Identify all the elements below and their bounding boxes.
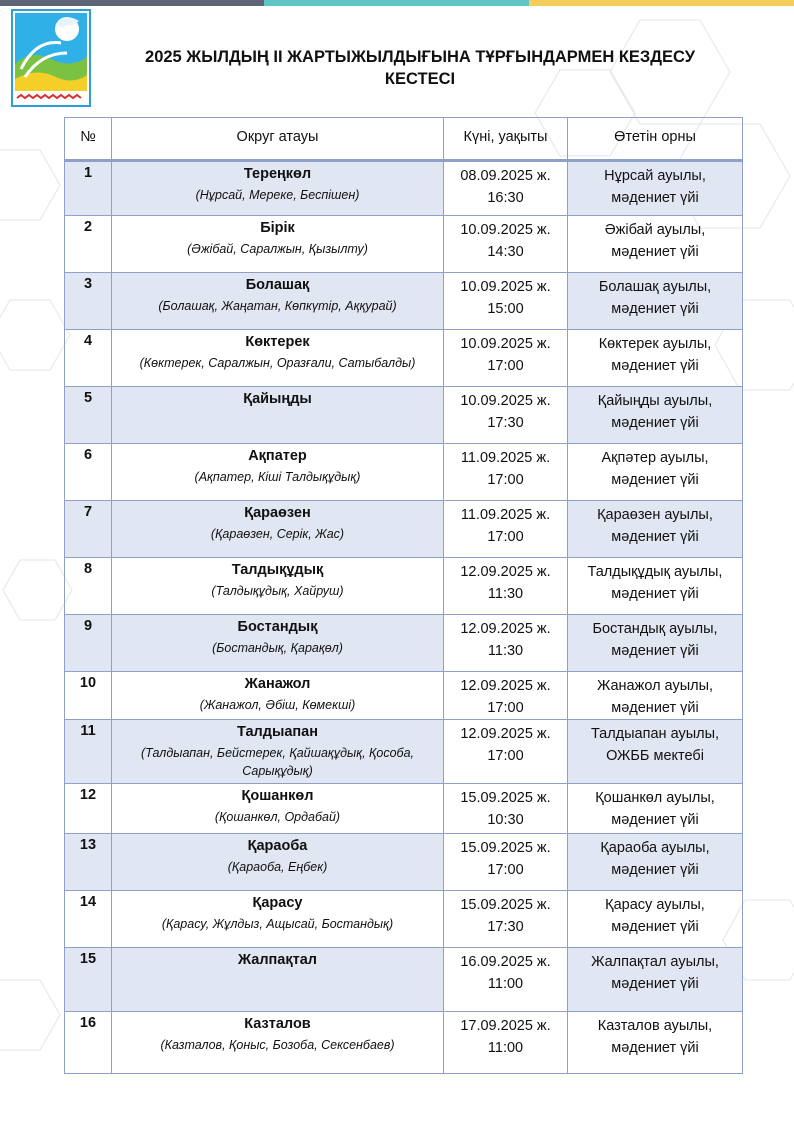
row-number: 2 xyxy=(65,216,112,273)
district-cell xyxy=(112,834,444,891)
venue-cell: Қараөзен ауылы, мәдениет үйі xyxy=(568,501,743,558)
header-district-name: Округ атауы xyxy=(112,118,444,161)
district-villages: (Қошанкөл, Ордабай) xyxy=(214,810,341,824)
meeting-date: 11.09.2025 ж. xyxy=(460,450,551,466)
date-time-cell xyxy=(444,1012,568,1074)
meeting-date: 12.09.2025 ж. xyxy=(460,564,551,580)
table-row xyxy=(65,273,743,330)
venue-cell: Қараоба ауылы, мәдениет үйі xyxy=(568,834,743,891)
district-name: Бірік xyxy=(260,220,295,236)
table-row xyxy=(65,834,743,891)
district-cell xyxy=(112,387,444,444)
date-time-cell xyxy=(444,444,568,501)
date-time-cell xyxy=(444,615,568,672)
row-number: 15 xyxy=(65,948,112,1012)
meeting-time: 17:00 xyxy=(487,472,524,488)
district-name: Болашақ xyxy=(245,277,310,293)
table-row xyxy=(65,720,743,784)
header-number: № xyxy=(65,118,112,161)
district-cell xyxy=(112,161,444,216)
meeting-date: 12.09.2025 ж. xyxy=(460,726,551,742)
row-number: 8 xyxy=(65,558,112,615)
table-row xyxy=(65,161,743,216)
district-name: Жалпақтал xyxy=(237,952,317,968)
table-row xyxy=(65,891,743,948)
district-villages: (Қараоба, Еңбек) xyxy=(227,860,328,874)
district-villages: (Казталов, Қоныс, Бозоба, Сексенбаев) xyxy=(160,1038,395,1052)
row-number: 3 xyxy=(65,273,112,330)
district-name: Талдыапан xyxy=(236,724,318,740)
date-time-cell xyxy=(444,501,568,558)
district-villages: (Ақпатер, Кіші Талдықұдық) xyxy=(194,470,361,484)
meeting-time: 11:00 xyxy=(487,976,524,992)
venue-cell: Жалпақтал ауылы, мәдениет үйі xyxy=(568,948,743,1012)
table-row xyxy=(65,784,743,834)
table-row xyxy=(65,501,743,558)
venue-cell: Жанажол ауылы, мәдениет үйі xyxy=(568,672,743,720)
date-time-cell xyxy=(444,558,568,615)
venue-cell: Көктерек ауылы, мәдениет үйі xyxy=(568,330,743,387)
meeting-date: 10.09.2025 ж. xyxy=(460,279,551,295)
district-name: Жанажол xyxy=(244,676,311,692)
row-number: 16 xyxy=(65,1012,112,1074)
district-name: Қошанкөл xyxy=(241,788,314,804)
district-cell xyxy=(112,891,444,948)
meeting-date: 16.09.2025 ж. xyxy=(460,954,551,970)
district-cell xyxy=(112,672,444,720)
district-name: Ақпатер xyxy=(248,448,307,464)
district-villages: (Нұрсай, Мереке, Беспішен) xyxy=(195,188,360,202)
table-row xyxy=(65,672,743,720)
district-villages: (Қараөзен, Серік, Жас) xyxy=(210,527,345,541)
meeting-date: 10.09.2025 ж. xyxy=(460,336,551,352)
district-name: Қараөзен xyxy=(244,505,311,521)
date-time-cell xyxy=(444,216,568,273)
venue-cell: Нұрсай ауылы, мәдениет үйі xyxy=(568,161,743,216)
venue-cell: Талдықұдық ауылы, мәдениет үйі xyxy=(568,558,743,615)
table-row xyxy=(65,444,743,501)
district-name: Тереңкөл xyxy=(243,166,312,182)
venue-cell: Қайыңды ауылы, мәдениет үйі xyxy=(568,387,743,444)
row-number: 13 xyxy=(65,834,112,891)
meeting-time: 17:00 xyxy=(487,862,524,878)
district-villages: (Қарасу, Жұлдыз, Ащысай, Бостандық) xyxy=(161,917,394,931)
district-name: Қарасу xyxy=(252,895,303,911)
district-cell xyxy=(112,273,444,330)
district-cell xyxy=(112,558,444,615)
table-row xyxy=(65,948,743,1012)
district-cell xyxy=(112,615,444,672)
meeting-time: 17:00 xyxy=(487,748,524,764)
meeting-date: 17.09.2025 ж. xyxy=(460,1018,551,1034)
meeting-schedule-table xyxy=(64,117,743,1074)
date-time-cell xyxy=(444,784,568,834)
meeting-date: 15.09.2025 ж. xyxy=(460,897,551,913)
district-cell xyxy=(112,216,444,273)
row-number: 11 xyxy=(65,720,112,784)
district-villages: (Жанажол, Әбіш, Көмекші) xyxy=(199,698,356,712)
district-name: Қайыңды xyxy=(243,391,312,407)
venue-cell: Болашақ ауылы, мәдениет үйі xyxy=(568,273,743,330)
meeting-time: 17:30 xyxy=(487,415,524,431)
row-number: 14 xyxy=(65,891,112,948)
district-name: Бостандық xyxy=(237,619,318,635)
meeting-time: 17:00 xyxy=(487,358,524,374)
meeting-date: 10.09.2025 ж. xyxy=(460,393,551,409)
venue-cell: Казталов ауылы, мәдениет үйі xyxy=(568,1012,743,1074)
date-time-cell xyxy=(444,330,568,387)
district-name: Талдықұдық xyxy=(231,562,324,578)
table-row xyxy=(65,387,743,444)
venue-cell: Талдыапан ауылы, ОЖББ мектебі xyxy=(568,720,743,784)
header-date-time: Күні, уақыты xyxy=(444,118,568,161)
district-cell xyxy=(112,501,444,558)
date-time-cell xyxy=(444,161,568,216)
venue-cell: Әжібай ауылы, мәдениет үйі xyxy=(568,216,743,273)
meeting-time: 16:30 xyxy=(487,190,524,206)
district-emblem-logo xyxy=(11,9,91,107)
table-row xyxy=(65,615,743,672)
document-title xyxy=(100,46,740,90)
meeting-time: 11:30 xyxy=(487,643,524,659)
district-cell xyxy=(112,948,444,1012)
meeting-date: 10.09.2025 ж. xyxy=(460,222,551,238)
date-time-cell xyxy=(444,948,568,1012)
table-header-row xyxy=(65,118,743,161)
row-number: 5 xyxy=(65,387,112,444)
meeting-date: 12.09.2025 ж. xyxy=(460,678,551,694)
row-number: 7 xyxy=(65,501,112,558)
meeting-time: 14:30 xyxy=(487,244,524,260)
meeting-time: 17:00 xyxy=(487,700,524,716)
date-time-cell xyxy=(444,387,568,444)
row-number: 9 xyxy=(65,615,112,672)
district-villages: (Талдықұдық, Хайруш) xyxy=(211,584,344,598)
row-number: 4 xyxy=(65,330,112,387)
district-villages: (Әжібай, Саралжын, Қызылту) xyxy=(187,242,368,256)
date-time-cell xyxy=(444,834,568,891)
row-number: 10 xyxy=(65,672,112,720)
district-villages: (Болашақ, Жаңатан, Көпкүтір, Аққурай) xyxy=(158,299,397,313)
venue-cell: Қарасу ауылы, мәдениет үйі xyxy=(568,891,743,948)
row-number: 12 xyxy=(65,784,112,834)
meeting-time: 11:30 xyxy=(487,586,524,602)
meeting-time: 15:00 xyxy=(487,301,524,317)
district-villages: (Талдыапан, Бейстерек, Қайшақұдық, Қособа, Сарықұдық) xyxy=(140,746,415,778)
row-number: 1 xyxy=(65,161,112,216)
header-venue: Өтетін орны xyxy=(568,118,743,161)
title-line-1: 2025 ЖЫЛДЫҢ ІІ ЖАРТЫЖЫЛДЫҒЫНА ТҰРҒЫНДАРМЕН КЕЗДЕСУ xyxy=(145,48,695,66)
meeting-time: 10:30 xyxy=(487,812,524,828)
venue-cell: Бостандық ауылы, мәдениет үйі xyxy=(568,615,743,672)
table-row xyxy=(65,558,743,615)
table-row xyxy=(65,1012,743,1074)
date-time-cell xyxy=(444,672,568,720)
meeting-time: 11:00 xyxy=(487,1040,524,1056)
district-cell xyxy=(112,784,444,834)
meeting-date: 15.09.2025 ж. xyxy=(460,840,551,856)
district-name: Қараоба xyxy=(247,838,308,854)
meeting-date: 11.09.2025 ж. xyxy=(460,507,551,523)
row-number: 6 xyxy=(65,444,112,501)
district-cell xyxy=(112,330,444,387)
meeting-date: 08.09.2025 ж. xyxy=(460,168,551,184)
meeting-time: 17:00 xyxy=(487,529,524,545)
district-villages: (Көктерек, Саралжын, Оразғали, Сатыбалды) xyxy=(139,356,416,370)
venue-cell: Ақпәтер ауылы, мәдениет үйі xyxy=(568,444,743,501)
district-cell xyxy=(112,444,444,501)
meeting-time: 17:30 xyxy=(487,919,524,935)
table-row xyxy=(65,330,743,387)
district-cell xyxy=(112,1012,444,1074)
venue-cell: Қошанкөл ауылы, мәдениет үйі xyxy=(568,784,743,834)
date-time-cell xyxy=(444,273,568,330)
date-time-cell xyxy=(444,891,568,948)
district-name: Көктерек xyxy=(245,334,310,350)
district-cell xyxy=(112,720,444,784)
meeting-date: 12.09.2025 ж. xyxy=(460,621,551,637)
date-time-cell xyxy=(444,720,568,784)
meeting-date: 15.09.2025 ж. xyxy=(460,790,551,806)
table-row xyxy=(65,216,743,273)
district-villages: (Бостандық, Қарақөл) xyxy=(212,641,343,655)
district-name: Казталов xyxy=(244,1016,311,1032)
title-line-2: КЕСТЕСІ xyxy=(384,70,456,88)
